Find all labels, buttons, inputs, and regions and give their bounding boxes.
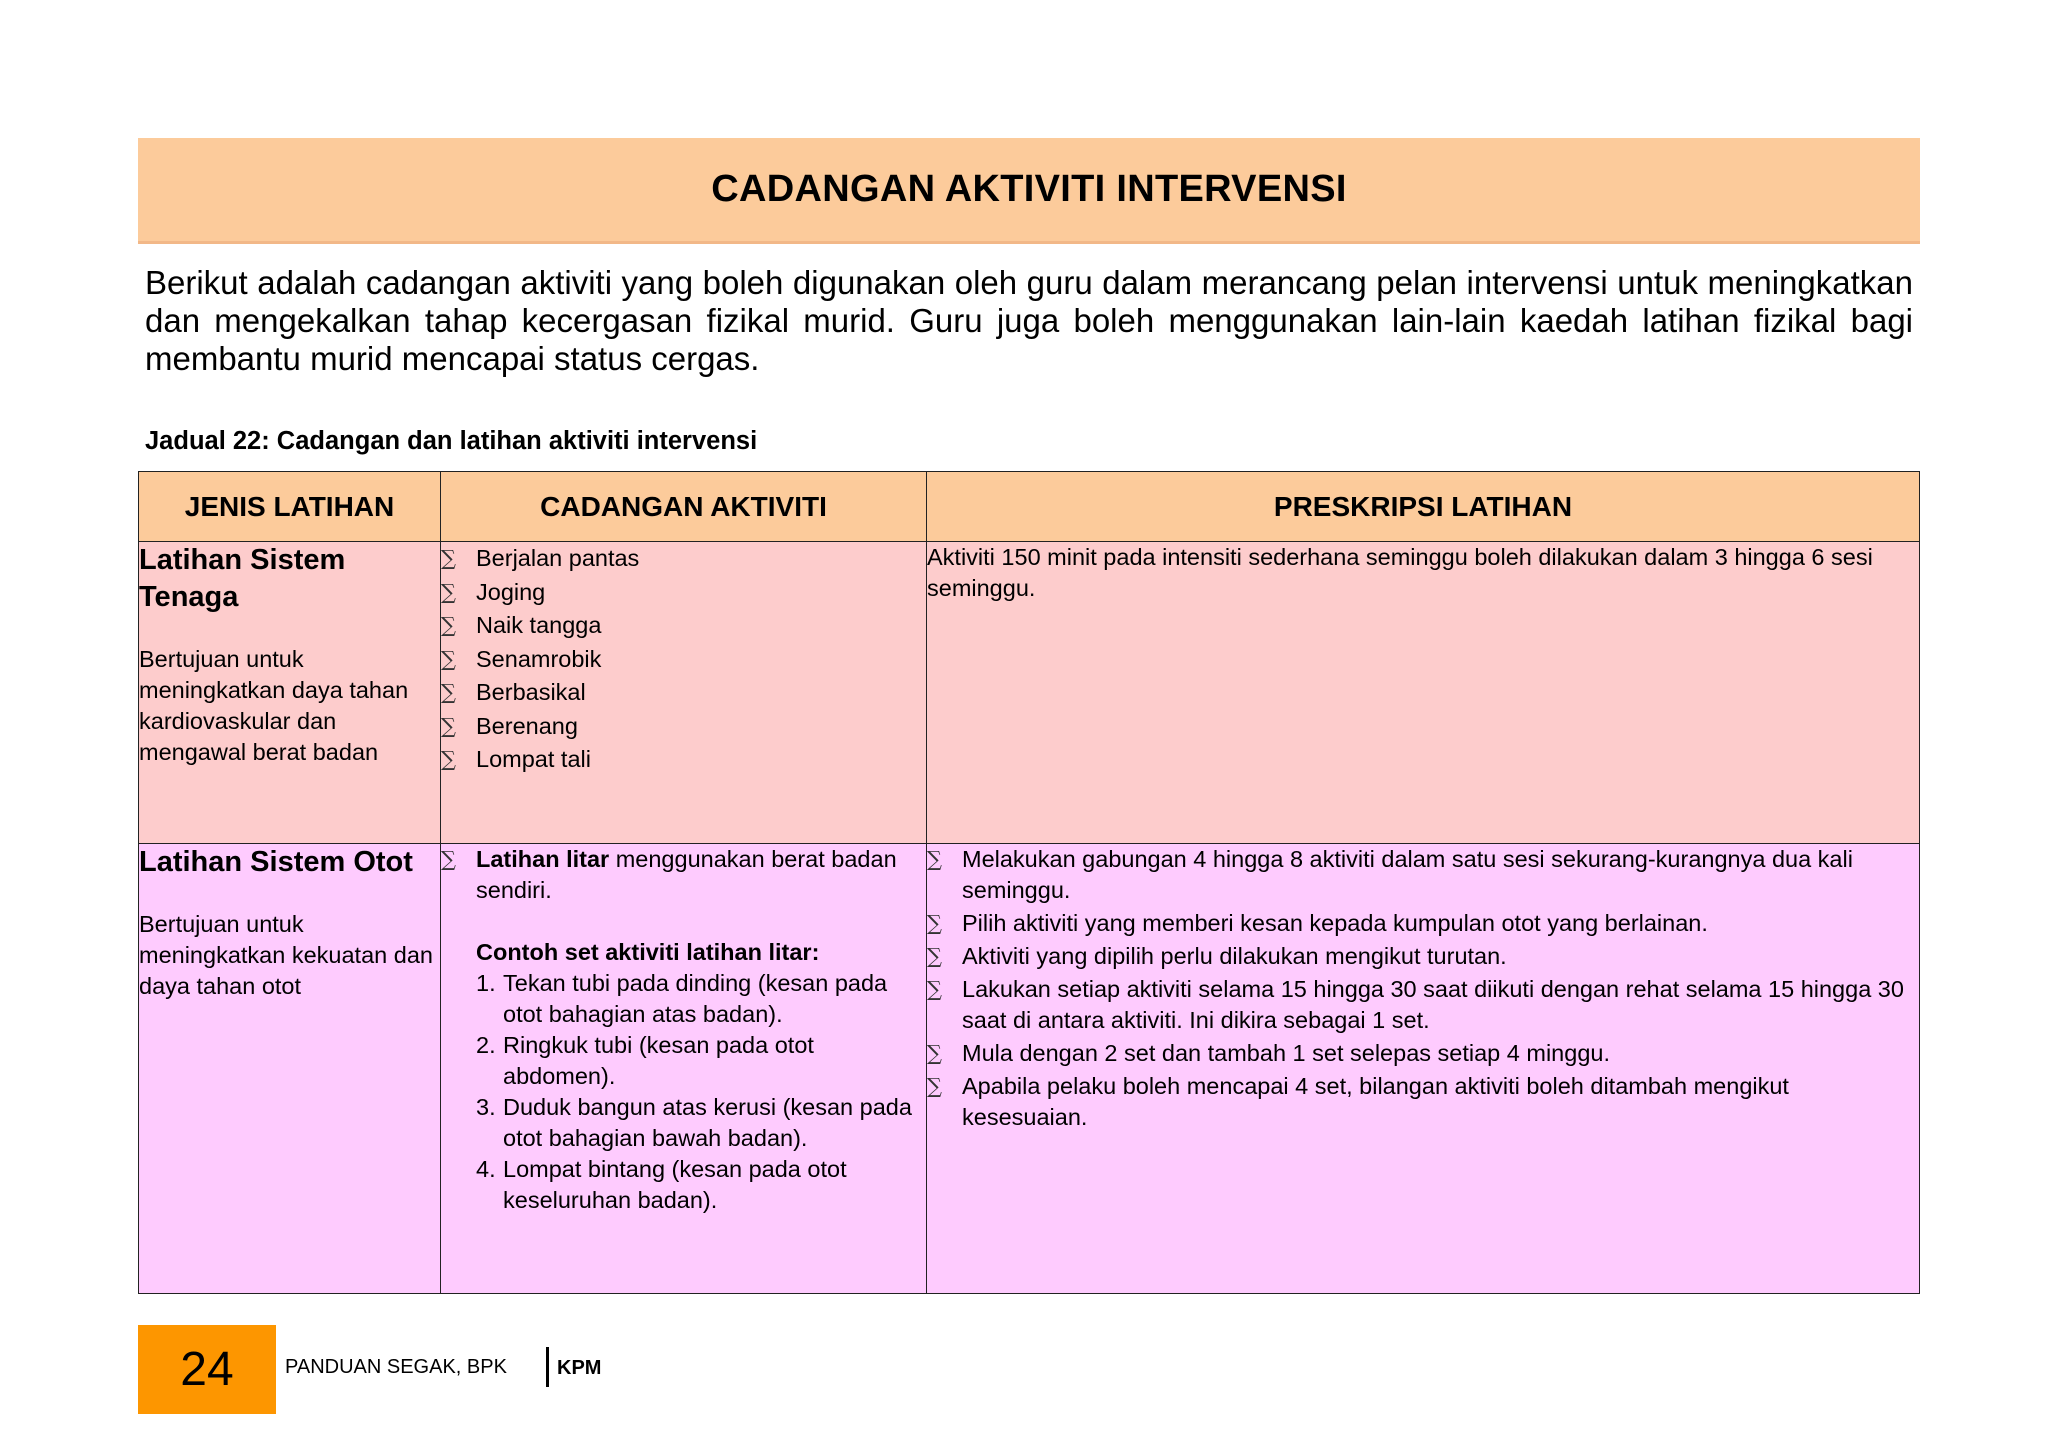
- bullet-icon: ∑: [927, 977, 942, 1001]
- title-banner: [138, 138, 1920, 244]
- jenis-cell: [139, 844, 441, 1294]
- header-cadangan-aktiviti: CADANGAN AKTIVITI: [441, 472, 927, 542]
- example-list: [476, 968, 926, 1216]
- bullet-icon: ∑: [441, 680, 456, 704]
- footer-org: KPM: [557, 1357, 602, 1379]
- prescription-text: Aktiviti 150 minit pada intensiti sederhana seminggu boleh dilakukan dalam 3 hingga 6 sesi seminggu.: [927, 544, 1873, 601]
- list-item: ∑ Naik tangga: [441, 609, 926, 643]
- page-number-badge: [138, 1325, 276, 1414]
- jenis-cell: [139, 542, 441, 844]
- list-item: ∑ Berbasikal: [441, 676, 926, 710]
- list-item: 3. Duduk bangun atas kerusi (kesan pada otot bahagian bawah badan).: [476, 1094, 912, 1151]
- table-header-row: [139, 472, 1920, 542]
- list-item: ∑ Lompat tali: [441, 743, 926, 777]
- list-item: ∑ Lakukan setiap aktiviti selama 15 hingga 30 saat diikuti dengan rehat selama 15 hingga 30 saat di antara aktiviti. Ini dikira sebagai 1 set.: [927, 976, 1904, 1033]
- bullet-icon: ∑: [441, 646, 456, 671]
- bullet-icon: ∑: [927, 1041, 942, 1065]
- bullet-icon: ∑: [441, 579, 456, 604]
- jenis-title: Latihan Sistem Otot: [139, 846, 413, 878]
- bullet-icon: ∑: [441, 747, 456, 771]
- header-jenis-latihan: JENIS LATIHAN: [139, 472, 441, 542]
- list-item: ∑ Joging: [441, 576, 926, 610]
- page-title: CADANGAN AKTIVITI INTERVENSI: [711, 168, 1347, 210]
- prescription-list: [927, 844, 1919, 1133]
- activity-bold: Latihan litar: [476, 846, 610, 872]
- list-item: ∑ Mula dengan 2 set dan tambah 1 set selepas setiap 4 minggu.: [927, 1038, 1919, 1069]
- list-item: ∑ Aktiviti yang dipilih perlu dilakukan mengikut turutan.: [927, 941, 1919, 972]
- activity-list: [441, 844, 926, 906]
- activity-list: [441, 542, 926, 777]
- prescription-cell: [927, 844, 1920, 1294]
- example-title: Contoh set aktiviti latihan litar:: [476, 939, 820, 965]
- intervention-table: [138, 471, 1920, 1294]
- activities-cell: [441, 844, 927, 1294]
- list-item: ∑ Berenang: [441, 710, 926, 744]
- jenis-title: Latihan Sistem Tenaga: [139, 544, 346, 613]
- footer-divider: [546, 1347, 549, 1387]
- list-item: ∑ Melakukan gabungan 4 hingga 8 aktiviti dalam satu sesi sekurang-kurangnya dua kali seminggu.: [927, 846, 1853, 903]
- bullet-icon: ∑: [441, 847, 456, 871]
- bullet-icon: ∑: [927, 1074, 942, 1098]
- table-caption: Jadual 22: Cadangan dan latihan aktiviti intervensi: [145, 427, 758, 455]
- list-item: ∑ Apabila pelaku boleh mencapai 4 set, bilangan aktiviti boleh ditambah mengikut kesesuaian.: [927, 1073, 1789, 1130]
- table-row: [139, 542, 1920, 844]
- bullet-icon: ∑: [441, 713, 456, 738]
- bullet-icon: ∑: [441, 546, 456, 570]
- bullet-icon: ∑: [441, 613, 456, 637]
- intro-paragraph: Berikut adalah cadangan aktiviti yang boleh digunakan oleh guru dalam merancang pelan intervensi untuk meningkatkan dan mengekalkan tahap kecergasan fizikal murid. Guru juga boleh menggunakan lain-lain kaedah latihan fizikal bagi membantu murid mencapai status cergas.: [145, 264, 1913, 377]
- list-item: ∑ Pilih aktiviti yang memberi kesan kepada kumpulan otot yang berlainan.: [927, 908, 1919, 939]
- activity-rest: menggunakan berat badan sendiri.: [476, 846, 897, 903]
- jenis-description: Bertujuan untuk meningkatkan kekuatan dan daya tahan otot: [139, 911, 433, 999]
- bullet-icon: ∑: [927, 911, 942, 935]
- bullet-icon: ∑: [927, 847, 942, 871]
- list-item: 2. Ringkuk tubi (kesan pada otot abdomen).: [476, 1032, 814, 1089]
- list-item: 1. Tekan tubi pada dinding (kesan pada otot bahagian atas badan).: [476, 970, 888, 1027]
- page-number: 24: [180, 1343, 234, 1396]
- table-row: [139, 844, 1920, 1294]
- jenis-description: Bertujuan untuk meningkatkan daya tahan kardiovaskular dan mengawal berat badan: [139, 646, 409, 765]
- list-item: ∑ Senamrobik: [441, 643, 926, 677]
- footer-title: PANDUAN SEGAK, BPK: [285, 1356, 507, 1378]
- list-item: [441, 844, 926, 906]
- prescription-cell: [927, 542, 1920, 844]
- list-item: 4. Lompat bintang (kesan pada otot keseluruhan badan).: [476, 1156, 847, 1213]
- bullet-icon: ∑: [927, 944, 942, 968]
- list-item: ∑ Berjalan pantas: [441, 542, 926, 576]
- activities-cell: [441, 542, 927, 844]
- header-preskripsi-latihan: PRESKRIPSI LATIHAN: [927, 472, 1920, 542]
